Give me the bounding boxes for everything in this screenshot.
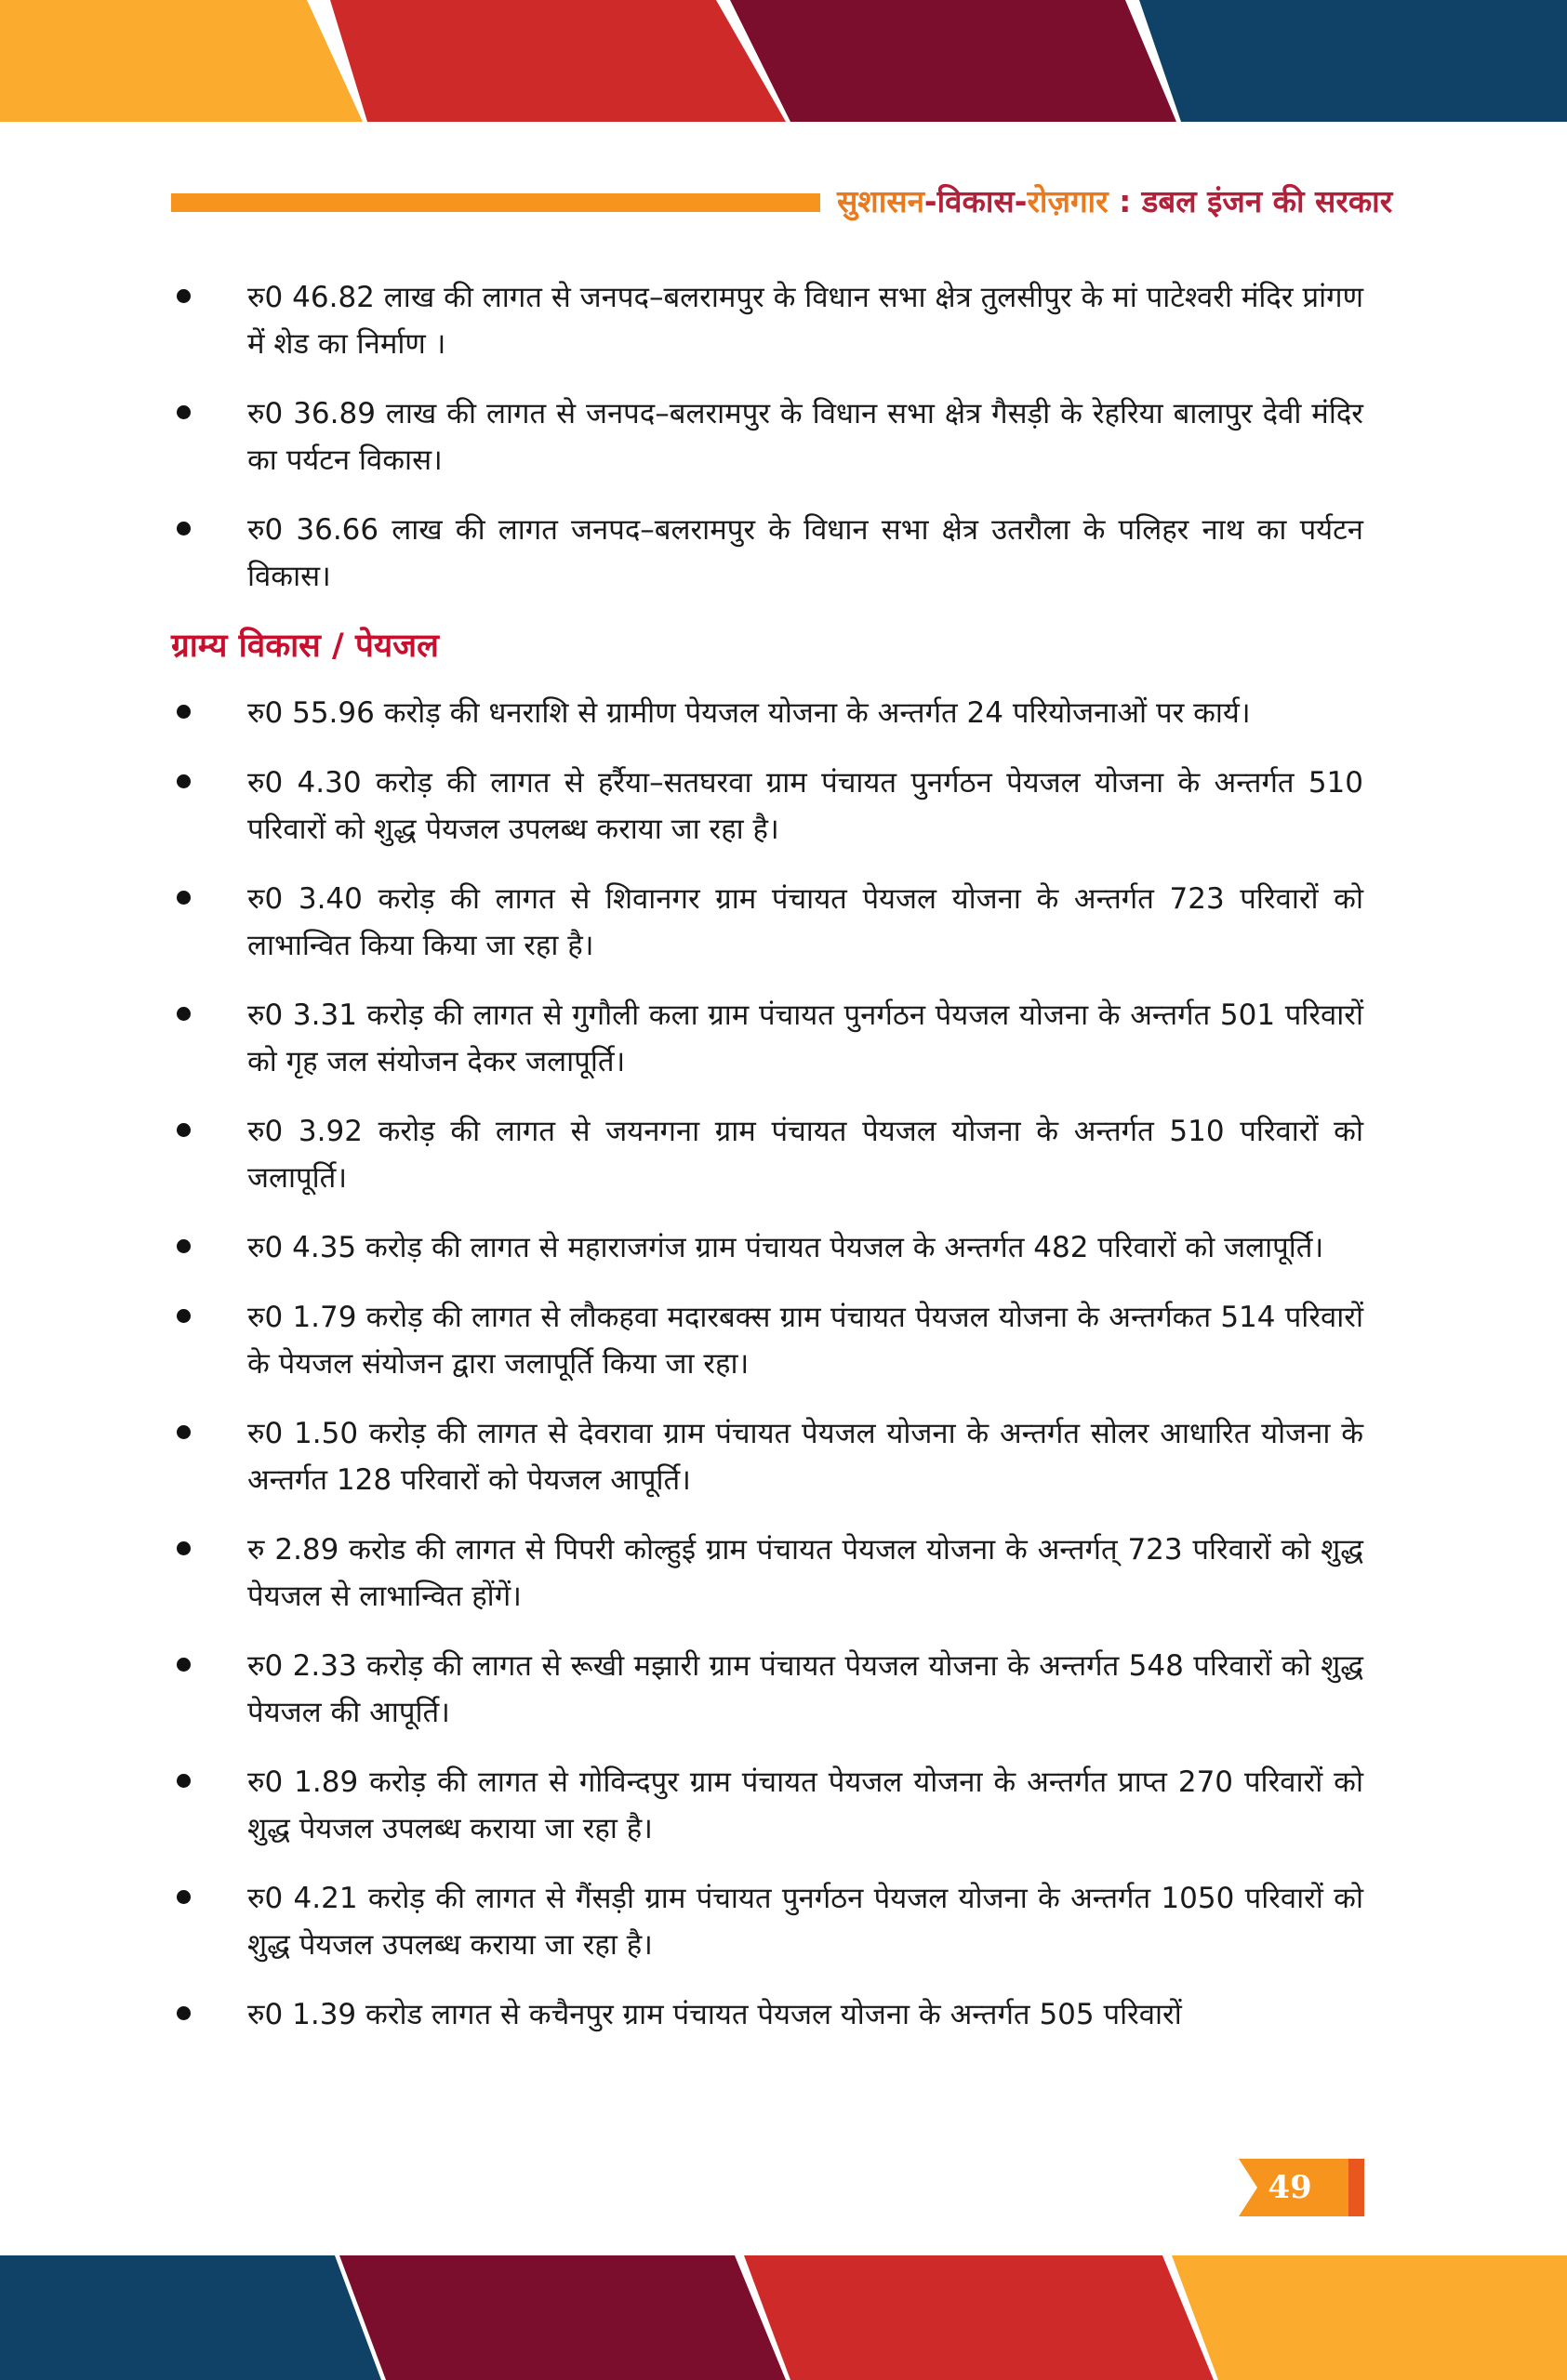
- list-item-text: रु0 46.82 लाख की लागत से जनपद–बलरामपुर के विधान सभा क्षेत्र तुलसीपुर के मां पाटेश्वरी मंदिर प्रांगण में शेड का निर्माण ।: [247, 281, 1363, 361]
- header-colon: :: [1108, 183, 1142, 219]
- bottom-band-graphic: [0, 2255, 1567, 2380]
- list-item: [171, 760, 1363, 853]
- list-item-text: रु0 55.96 करोड़ की धनराशि से ग्रामीण पेयजल योजना के अन्तर्गत 24 परियोजनाओं पर कार्य।: [247, 696, 1251, 730]
- bottom-band-red: [744, 2255, 1214, 2380]
- bottom-band-orange: [1172, 2255, 1567, 2380]
- list-item: [171, 1224, 1363, 1271]
- header-separator: -: [923, 183, 937, 219]
- bullet-icon: [177, 1425, 191, 1439]
- list-item: [171, 1294, 1363, 1387]
- list-item: [171, 507, 1363, 600]
- list-item-text: रु0 1.79 करोड़ की लागत से लौकहवा मदारबक्स ग्राम पंचायत पेयजल योजना के अन्तर्गकत 514 परिवारों के पेयजल संयोजन द्वारा जलापूर्ति किया जा रहा।: [247, 1301, 1363, 1381]
- bottom-color-band: [0, 2255, 1567, 2380]
- bullet-icon: [177, 1890, 191, 1904]
- section-bullet-list: [171, 690, 1363, 2038]
- list-item-text: रु0 4.21 करोड़ की लागत से गैंसड़ी ग्राम पंचायत पुनर्गठन पेयजल योजना के अन्तर्गत 1050 परिवारों को शुद्ध पेयजल उपलब्ध कराया जा रहा है।: [247, 1882, 1363, 1962]
- list-item: [171, 1991, 1363, 2038]
- list-item: [171, 1643, 1363, 1736]
- list-item-text: रु0 4.30 करोड़ की लागत से हर्रैया–सतघरवा ग्राम पंचायत पुनर्गठन पेयजल योजना के अन्तर्गत 510 परिवारों को शुद्ध पेयजल उपलब्ध कराया जा रहा है।: [247, 766, 1363, 846]
- bottom-band-maroon: [339, 2255, 786, 2380]
- bullet-icon: [177, 1123, 191, 1137]
- header-word-vikas: विकास: [936, 183, 1015, 219]
- list-item: [171, 876, 1363, 969]
- list-item-text: रु0 36.89 लाख की लागत से जनपद–बलरामपुर के विधान सभा क्षेत्र गैसड़ी के रेहरिया बालापुर देवी मंदिर का पर्यटन विकास।: [247, 397, 1363, 477]
- list-item: [171, 1108, 1363, 1201]
- header-word-double-engine: डबल इंजन की सरकार: [1141, 183, 1393, 219]
- list-item: [171, 274, 1363, 367]
- top-band-orange: [0, 0, 363, 122]
- page-number-tab: [1239, 2159, 1364, 2216]
- top-band-navy: [1139, 0, 1567, 122]
- list-item: [171, 992, 1363, 1085]
- top-band-graphic: [0, 0, 1567, 122]
- page-number: 49: [1268, 2169, 1312, 2206]
- bullet-icon: [177, 522, 191, 536]
- list-item: [171, 1875, 1363, 1968]
- bullet-icon: [177, 1658, 191, 1672]
- list-item-text: रु0 1.39 करोड लागत से कचैनपुर ग्राम पंचायत पेयजल योजना के अन्तर्गत 505 परिवारों: [247, 1998, 1182, 2031]
- bullet-icon: [177, 289, 191, 303]
- header-word-sushasan: सुशासन: [837, 183, 924, 219]
- section-heading-gramya-vikas: ग्राम्य विकास / पेयजल: [171, 628, 439, 665]
- list-item-text: रु0 3.40 करोड़ की लागत से शिवानगर ग्राम पंचायत पेयजल योजना के अन्तर्गत 723 परिवारों को लाभान्वित किया किया जा रहा है।: [247, 882, 1363, 962]
- list-item-text: रु0 3.92 करोड़ की लागत से जयनगना ग्राम पंचायत पेयजल योजना के अन्तर्गत 510 परिवारों को जलापूर्ति।: [247, 1115, 1363, 1195]
- bullet-icon: [177, 2006, 191, 2020]
- bullet-icon: [177, 1239, 191, 1253]
- list-item: [171, 1527, 1363, 1620]
- list-item-text: रु0 2.33 करोड़ की लागत से रूखी मझारी ग्राम पंचायत पेयजल योजना के अन्तर्गत 548 परिवारों को शुद्ध पेयजल की आपूर्ति।: [247, 1649, 1363, 1729]
- list-item-text: रु 2.89 करोड की लागत से पिपरी कोल्हुई ग्राम पंचायत पेयजल योजना के अन्तर्गत् 723 परिवारों को शुद्ध पेयजल से लाभान्वित होंगें।: [247, 1533, 1363, 1613]
- top-band-maroon: [730, 0, 1176, 122]
- list-item-text: रु0 3.31 करोड़ की लागत से गुगौली कला ग्राम पंचायत पुनर्गठन पेयजल योजना के अन्तर्गत 501 परिवारों को गृह जल संयोजन देकर जलापूर्ति।: [247, 998, 1363, 1078]
- bullet-icon: [177, 1541, 191, 1555]
- header-word-rozgar: रोज़गार: [1027, 183, 1109, 219]
- list-item-text: रु0 1.89 करोड़ की लागत से गोविन्दपुर ग्राम पंचायत पेयजल योजना के अन्तर्गत प्राप्त 270 परिवारों को शुद्ध पेयजल उपलब्ध कराया जा रहा है।: [247, 1765, 1363, 1845]
- header-orange-rule: [171, 193, 820, 212]
- bullet-icon: [177, 891, 191, 905]
- intro-bullet-list: [171, 274, 1363, 600]
- list-item-text: रु0 4.35 करोड़ की लागत से महाराजगंज ग्राम पंचायत पेयजल के अन्तर्गत 482 परिवारों को जलापूर्ति।: [247, 1231, 1324, 1264]
- header-separator: -: [1014, 183, 1028, 219]
- list-item: [171, 390, 1363, 483]
- bullet-icon: [177, 774, 191, 788]
- list-item: [171, 1759, 1363, 1852]
- bullet-icon: [177, 405, 191, 419]
- list-item-text: रु0 1.50 करोड़ की लागत से देवरावा ग्राम पंचायत पेयजल योजना के अन्तर्गत सोलर आधारित योजना के अन्तर्गत 128 परिवारों को पेयजल आपूर्ति।: [247, 1417, 1363, 1497]
- bottom-band-navy: [0, 2255, 381, 2380]
- running-header-title: [837, 182, 1393, 221]
- list-item: [171, 1410, 1363, 1503]
- top-band-red: [330, 0, 786, 122]
- list-item-text: रु0 36.66 लाख की लागत जनपद–बलरामपुर के विधान सभा क्षेत्र उतरौला के पलिहर नाथ का पर्यटन विकास।: [247, 513, 1363, 593]
- bullet-icon: [177, 705, 191, 719]
- list-item: [171, 690, 1363, 736]
- top-color-band: [0, 0, 1567, 122]
- page-content: [171, 274, 1363, 2061]
- bullet-icon: [177, 1007, 191, 1021]
- bullet-icon: [177, 1774, 191, 1788]
- bullet-icon: [177, 1309, 191, 1323]
